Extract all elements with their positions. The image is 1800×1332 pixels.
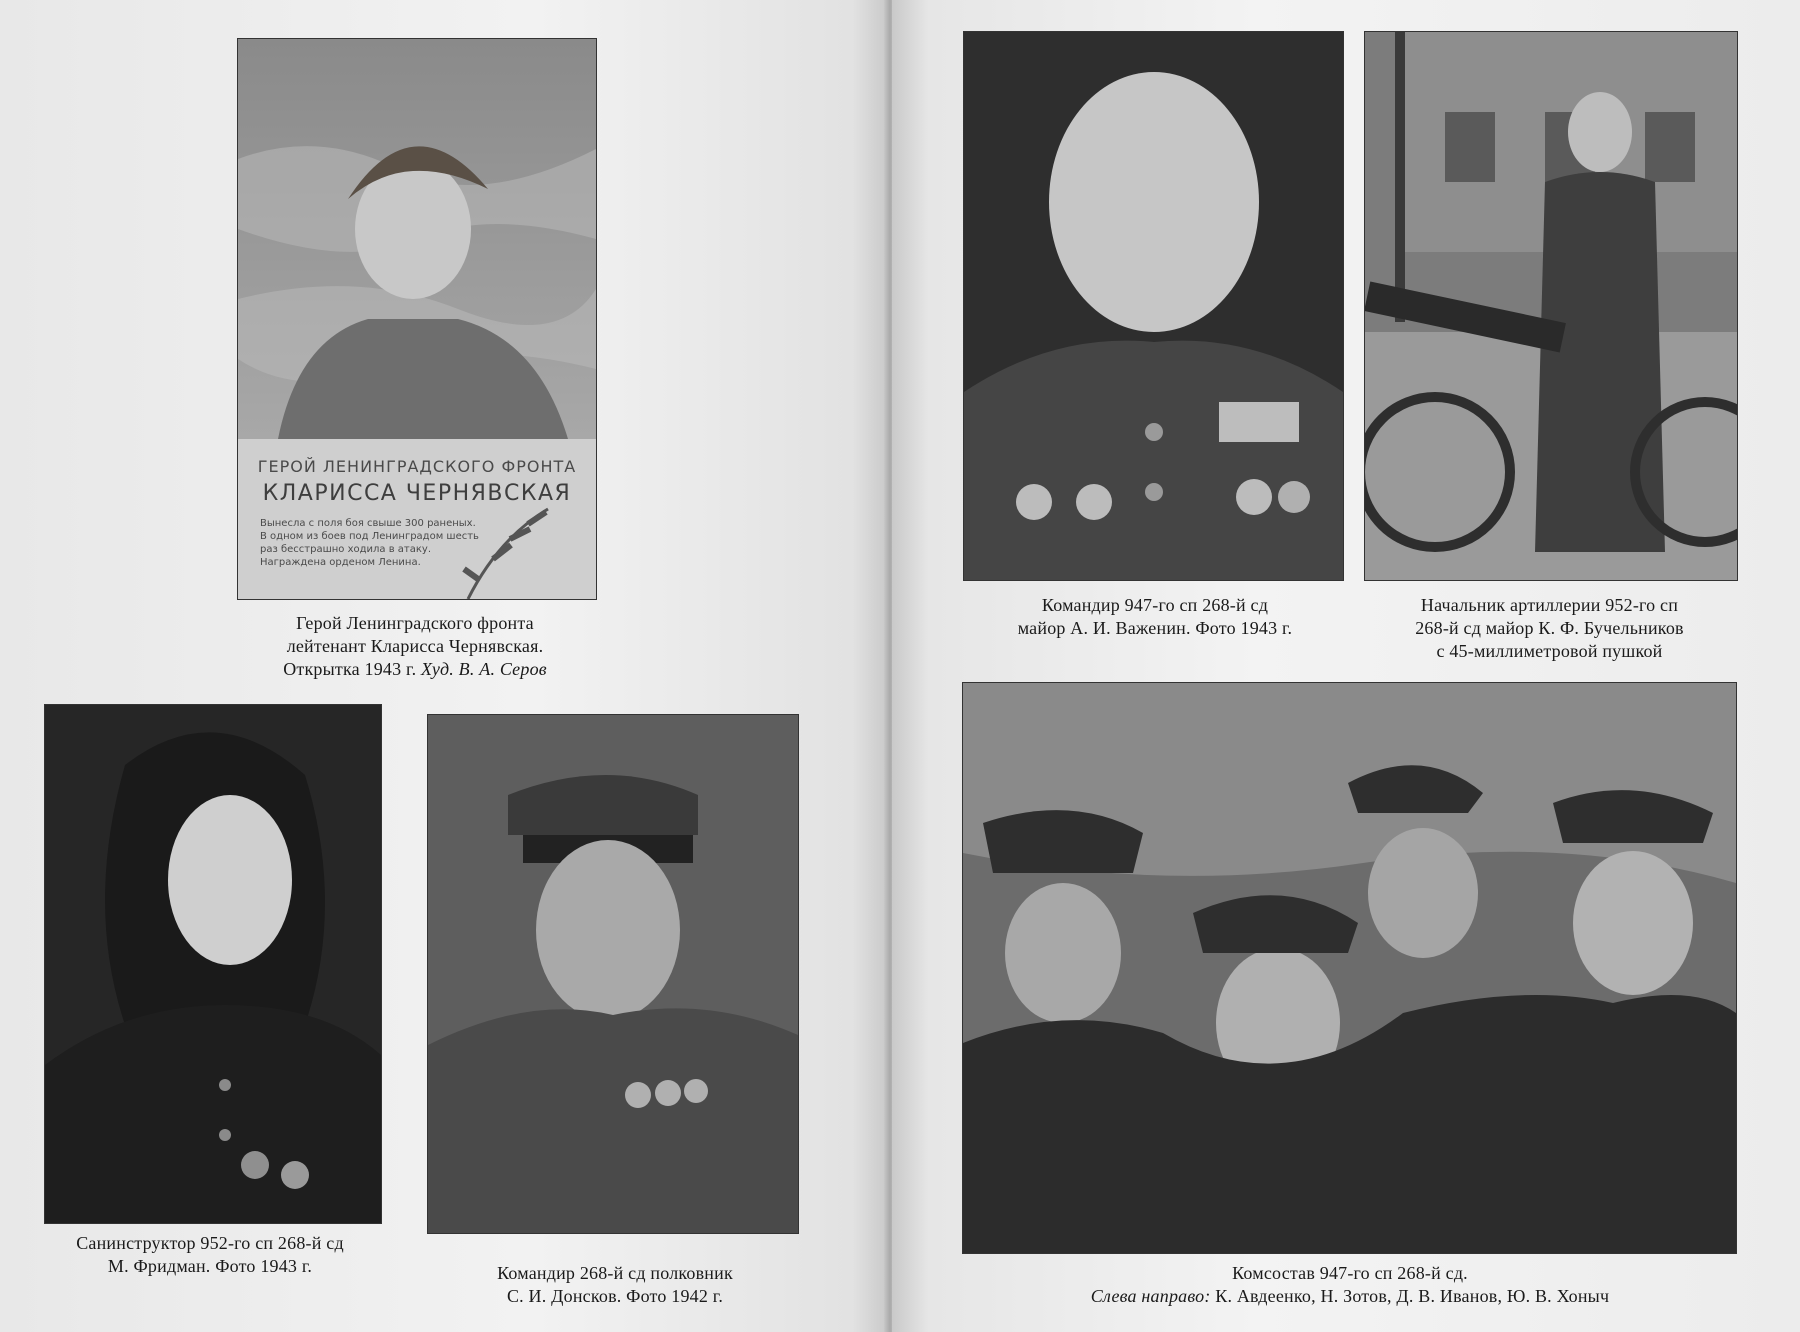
- caption-group: Комсостав 947-го сп 268-й сд. Слева направо: К. Авдеенко, Н. Зотов, Д. В. Иванов, Ю. В. Хоныч: [1090, 1263, 1610, 1306]
- photo-vazhenin: [963, 31, 1344, 581]
- poster-header: ГЕРОЙ ЛЕНИНГРАДСКОГО ФРОНТА: [257, 457, 577, 476]
- photo-buchelnikov: [1364, 31, 1738, 581]
- caption-buchelnikov: Начальник артиллерии 952-го сп 268-й сд майор К. Ф. Бучельников с 45-миллиметровой пушкой: [1415, 595, 1684, 661]
- portrait-buchelnikov-with-gun: [1365, 32, 1737, 580]
- poster-illustration: [238, 39, 596, 599]
- photo-group-komsostav: [962, 682, 1737, 1254]
- photo-fridman: [44, 704, 382, 1224]
- poster-name: КЛАРИССА ЧЕРНЯВСКАЯ: [262, 481, 572, 506]
- photo-donskov: [427, 714, 799, 1234]
- caption-donskov: Командир 268-й сд полковник С. И. Донсков. Фото 1942 г.: [497, 1263, 733, 1306]
- portrait-fridman: [45, 705, 381, 1223]
- caption-fridman: Санинструктор 952-го сп 268-й сд М. Фридман. Фото 1943 г.: [76, 1233, 344, 1276]
- caption-chernyavskaya: Герой Ленинградского фронта лейтенант Кларисса Чернявская. Открытка 1943 г. Худ. В. А. Серов: [283, 613, 547, 679]
- group-portrait: [963, 683, 1736, 1253]
- caption-vazhenin: Командир 947-го сп 268-й сд майор А. И. Важенин. Фото 1943 г.: [1017, 595, 1293, 638]
- poster-photo-chernyavskaya: [237, 38, 597, 600]
- portrait-vazhenin: [964, 32, 1343, 580]
- poster-body-text: Вынесла с поля боя свыше 300 раненых. В одном из боев под Ленинградом шесть раз бесстрашно ходила в атаку. Награждена орденом Ленина.: [260, 518, 479, 568]
- portrait-donskov: [428, 715, 798, 1233]
